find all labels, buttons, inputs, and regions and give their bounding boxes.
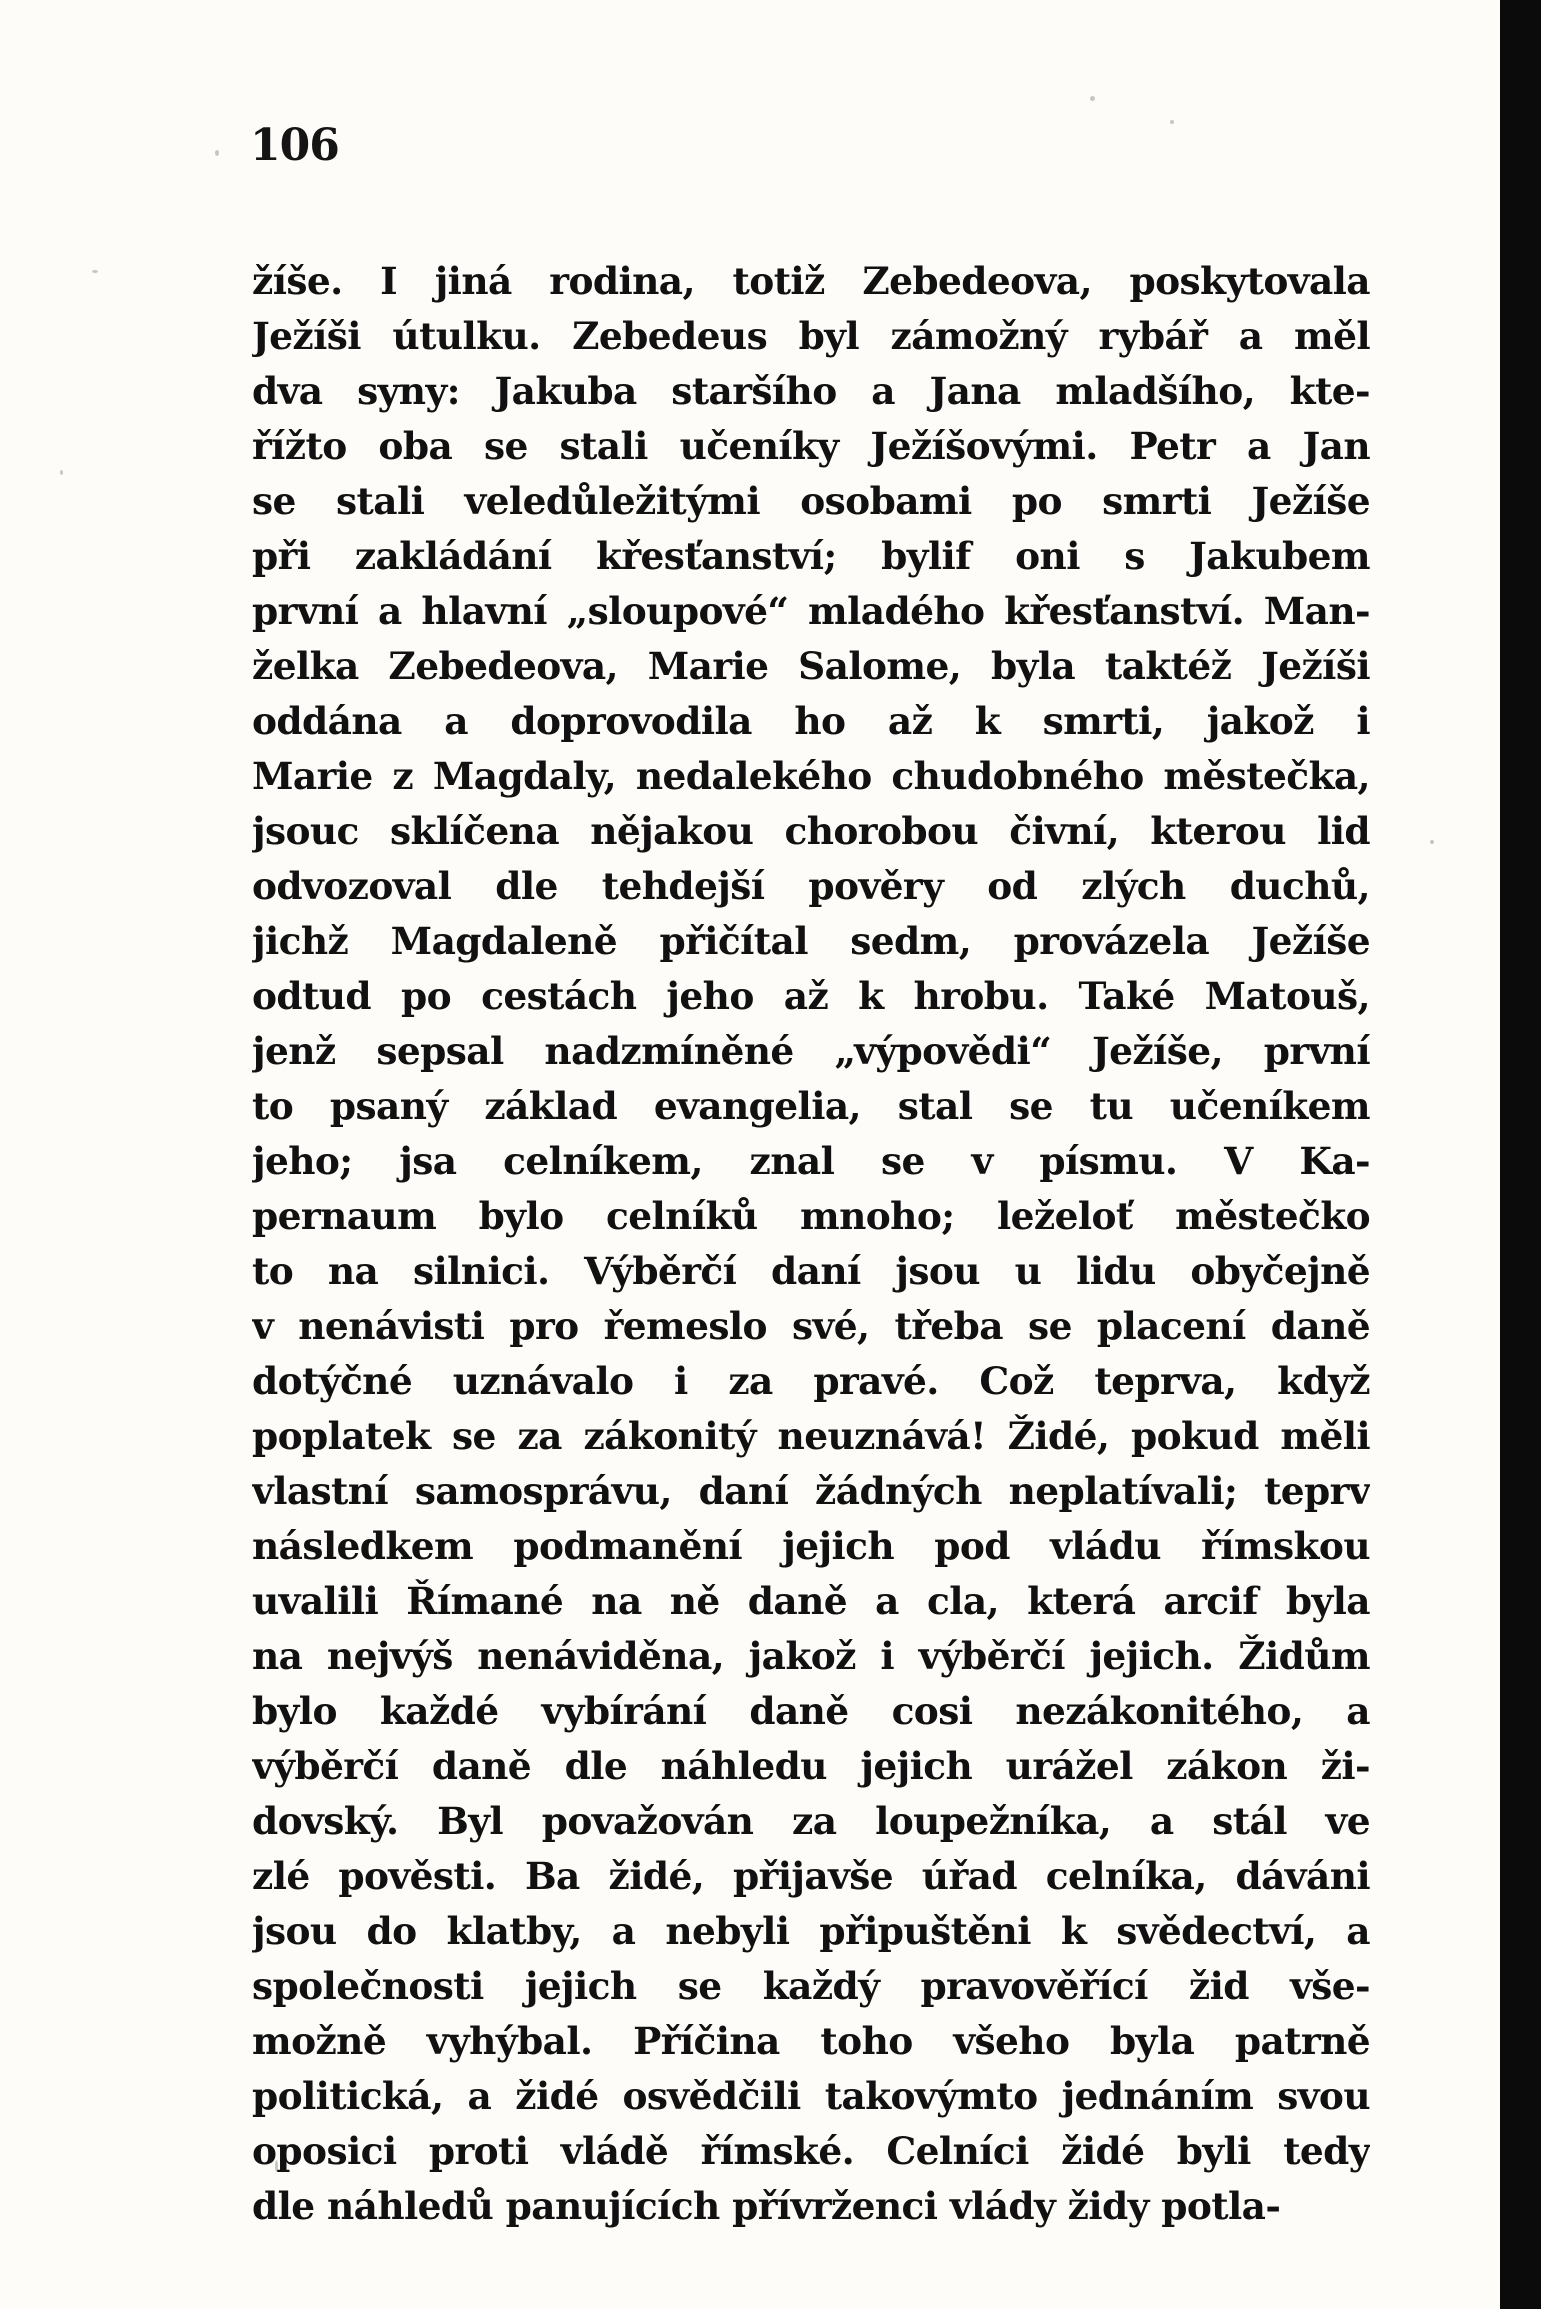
text-line: pernaum bylo celníků mnoho; leželoť městečko bbox=[252, 1194, 1370, 1238]
text-line: uvalili Římané na ně daně a cla, která arcif byla bbox=[252, 1579, 1370, 1623]
text-line: želka Zebedeova, Marie Salome, byla taktéž Ježíši bbox=[252, 644, 1370, 688]
text-line: oposici proti vládě římské. Celníci židé byli tedy bbox=[252, 2129, 1370, 2173]
text-line: oddána a doprovodila ho až k smrti, jakož i bbox=[252, 699, 1370, 743]
text-line: bylo každé vybírání daně cosi nezákonitého, a bbox=[252, 1689, 1370, 1733]
text-line: žíše. I jiná rodina, totiž Zebedeova, poskytovala bbox=[252, 259, 1370, 303]
paper-speck bbox=[1090, 96, 1095, 101]
text-line: v nenávisti pro řemeslo své, třeba se placení daně bbox=[252, 1304, 1370, 1348]
paper-speck bbox=[92, 270, 98, 273]
text-line: dovský. Byl považován za loupežníka, a stál ve bbox=[252, 1799, 1370, 1843]
text-line: jeho; jsa celníkem, znal se v písmu. V Ka- bbox=[252, 1139, 1370, 1183]
text-line: jenž sepsal nadzmíněné „výpovědi“ Ježíše, první bbox=[252, 1029, 1370, 1073]
text-line: dotýčné uznávalo i za pravé. Což teprva, když bbox=[252, 1359, 1370, 1403]
text-line: Marie z Magdaly, nedalekého chudobného městečka, bbox=[252, 754, 1370, 798]
text-line: se stali veledůležitými osobami po smrti Ježíše bbox=[252, 479, 1370, 523]
book-spine-edge bbox=[1500, 0, 1541, 2309]
body-text bbox=[252, 254, 1370, 2234]
text-line: odtud po cestách jeho až k hrobu. Také Matouš, bbox=[252, 974, 1370, 1018]
text-line: vlastní samosprávu, daní žádných neplatívali; teprv bbox=[252, 1469, 1370, 1513]
text-line: společnosti jejich se každý pravověřící žid vše- bbox=[252, 1964, 1370, 2008]
text-line: Ježíši útulku. Zebedeus byl zámožný rybář a měl bbox=[252, 314, 1370, 358]
text-line: výběrčí daně dle náhledu jejich urážel zákon ži- bbox=[252, 1744, 1370, 1788]
text-line: zlé pověsti. Ba židé, přijavše úřad celníka, dáváni bbox=[252, 1854, 1370, 1898]
text-line: na nejvýš nenáviděna, jakož i výběrčí jejich. Židům bbox=[252, 1634, 1370, 1678]
text-line: odvozoval dle tehdejší pověry od zlých duchů, bbox=[252, 864, 1370, 908]
text-line: to na silnici. Výběrčí daní jsou u lidu obyčejně bbox=[252, 1249, 1370, 1293]
paper-speck bbox=[215, 150, 219, 156]
text-line: jichž Magdaleně přičítal sedm, provázela Ježíše bbox=[252, 919, 1370, 963]
text-line: jsou do klatby, a nebyli připuštěni k svědectví, a bbox=[252, 1909, 1370, 1953]
paper-speck bbox=[1170, 120, 1174, 124]
text-line: možně vyhýbal. Příčina toho všeho byla patrně bbox=[252, 2019, 1370, 2063]
text-line: první a hlavní „sloupové“ mladého křesťanství. Man- bbox=[252, 589, 1370, 633]
text-line: poplatek se za zákonitý neuznává! Židé, pokud měli bbox=[252, 1414, 1370, 1458]
page-number: 106 bbox=[250, 120, 339, 171]
text-line: řížto oba se stali učeníky Ježíšovými. Petr a Jan bbox=[252, 424, 1370, 468]
text-line: při zakládání křesťanství; bylif oni s Jakubem bbox=[252, 534, 1370, 578]
text-line: to psaný základ evangelia, stal se tu učeníkem bbox=[252, 1084, 1370, 1128]
paper-speck bbox=[60, 470, 63, 475]
text-line: dle náhledů panujících přívrženci vlády židy potla- bbox=[252, 2184, 1281, 2228]
text-line: jsouc sklíčena nějakou chorobou čivní, kterou lid bbox=[252, 809, 1370, 853]
text-line: následkem podmanění jejich pod vládu římskou bbox=[252, 1524, 1370, 1568]
paper-speck bbox=[1430, 840, 1434, 844]
text-line: dva syny: Jakuba staršího a Jana mladšího, kte- bbox=[252, 369, 1370, 413]
text-line: politická, a židé osvědčili takovýmto jednáním svou bbox=[252, 2074, 1370, 2118]
